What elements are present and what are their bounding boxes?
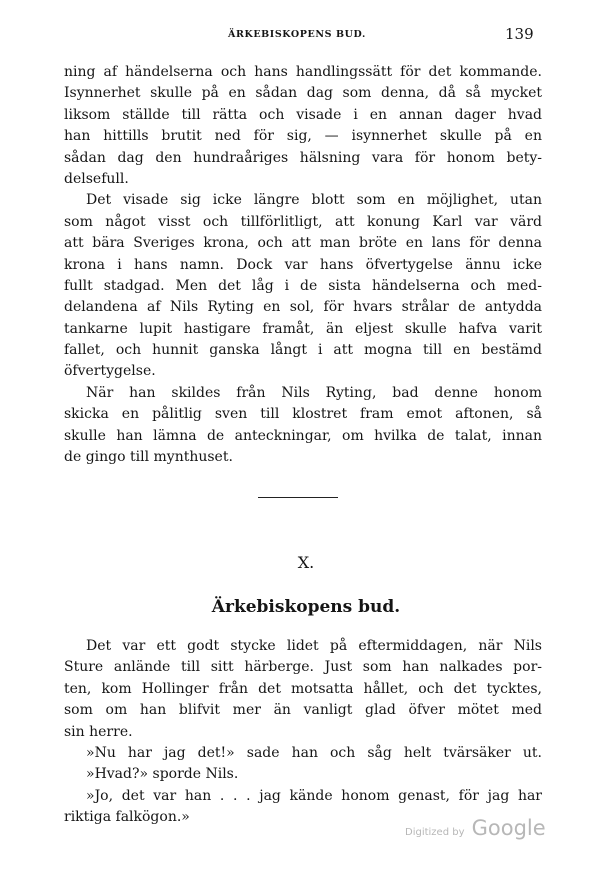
- text-line: Det visade sig icke längre blott som en möjlighet, utan: [86, 192, 542, 209]
- text-line: fullt stadgad. Men det låg i de sista händelserna och med-: [64, 277, 542, 294]
- text-line: de gingo till mynthuset.: [64, 449, 233, 466]
- text-block-chapter: [64, 636, 542, 829]
- text-line: Sture anlände till sitt härberge. Just som han nalkades por-: [64, 659, 542, 676]
- text-line: liksom ställde till rätta och visade i en annan dager hvad: [64, 106, 542, 123]
- text-line: ning af händelserna och hans handlingssätt för det kommande.: [64, 64, 542, 80]
- chapter-number: X.: [297, 553, 315, 572]
- text-line: Isynnerhet skulle på en sådan dag som denna, då så mycket: [64, 85, 542, 102]
- text-line: som om han blifvit mer än vanligt glad öfver mötet med: [64, 702, 542, 719]
- text-line: När han skildes från Nils Ryting, bad denne honom: [86, 384, 542, 401]
- page-number: 139: [505, 25, 534, 43]
- text-line: tankarne lupit hastigare framåt, än eljest skulle hafva varit: [64, 320, 542, 337]
- text-line: att bära Sveriges krona, och att man bröte en lans för denna: [64, 235, 542, 252]
- running-header: ÄRKEBISKOPENS BUD.: [228, 29, 366, 40]
- text-line: »Hvad?» sporde Nils.: [86, 766, 239, 783]
- watermark-brand: Google: [471, 816, 546, 840]
- text-line: fallet, och hunnit ganska långt i att mogna till en bestämd: [64, 342, 542, 359]
- text-line: delandena af Nils Ryting en sol, för hvars strålar de antydda: [64, 299, 542, 316]
- text-line: »Jo, det var han . . . jag kände honom genast, för jag har: [86, 787, 542, 804]
- text-line: sådan dag den hundraåriges hälsning vara för honom bety-: [64, 149, 542, 166]
- text-line: delsefull.: [64, 170, 129, 187]
- text-line: ten, kom Hollinger från det motsatta hållet, och det tycktes,: [64, 680, 542, 697]
- watermark-prefix: Digitized by: [405, 827, 465, 838]
- text-line: krona i hans namn. Dock var hans öfvertygelse ännu icke: [64, 256, 542, 273]
- text-block-top: [64, 62, 542, 468]
- text-line: skulle han lämna de anteckningar, om hvilka de talat, innan: [64, 427, 542, 444]
- digitization-watermark: [405, 816, 546, 840]
- chapter-title: Ärkebiskopens bud.: [211, 597, 401, 617]
- text-line: »Nu har jag det!» sade han och såg helt tvärsäker ut.: [86, 744, 542, 761]
- section-divider: [258, 497, 338, 498]
- text-line: skicka en pålitlig sven till klostret fram emot aftonen, så: [64, 406, 542, 423]
- text-line: han hittills brutit ned för sig, — isynnerhet skulle på en: [64, 128, 542, 145]
- text-line: som något visst och tillförlitligt, att konung Karl var värd: [64, 213, 542, 230]
- text-line: riktiga falkögon.»: [64, 809, 190, 826]
- text-line: Det var ett godt stycke lidet på eftermiddagen, när Nils: [86, 638, 542, 654]
- text-line: sin herre.: [64, 723, 133, 740]
- text-line: öfvertygelse.: [64, 363, 156, 380]
